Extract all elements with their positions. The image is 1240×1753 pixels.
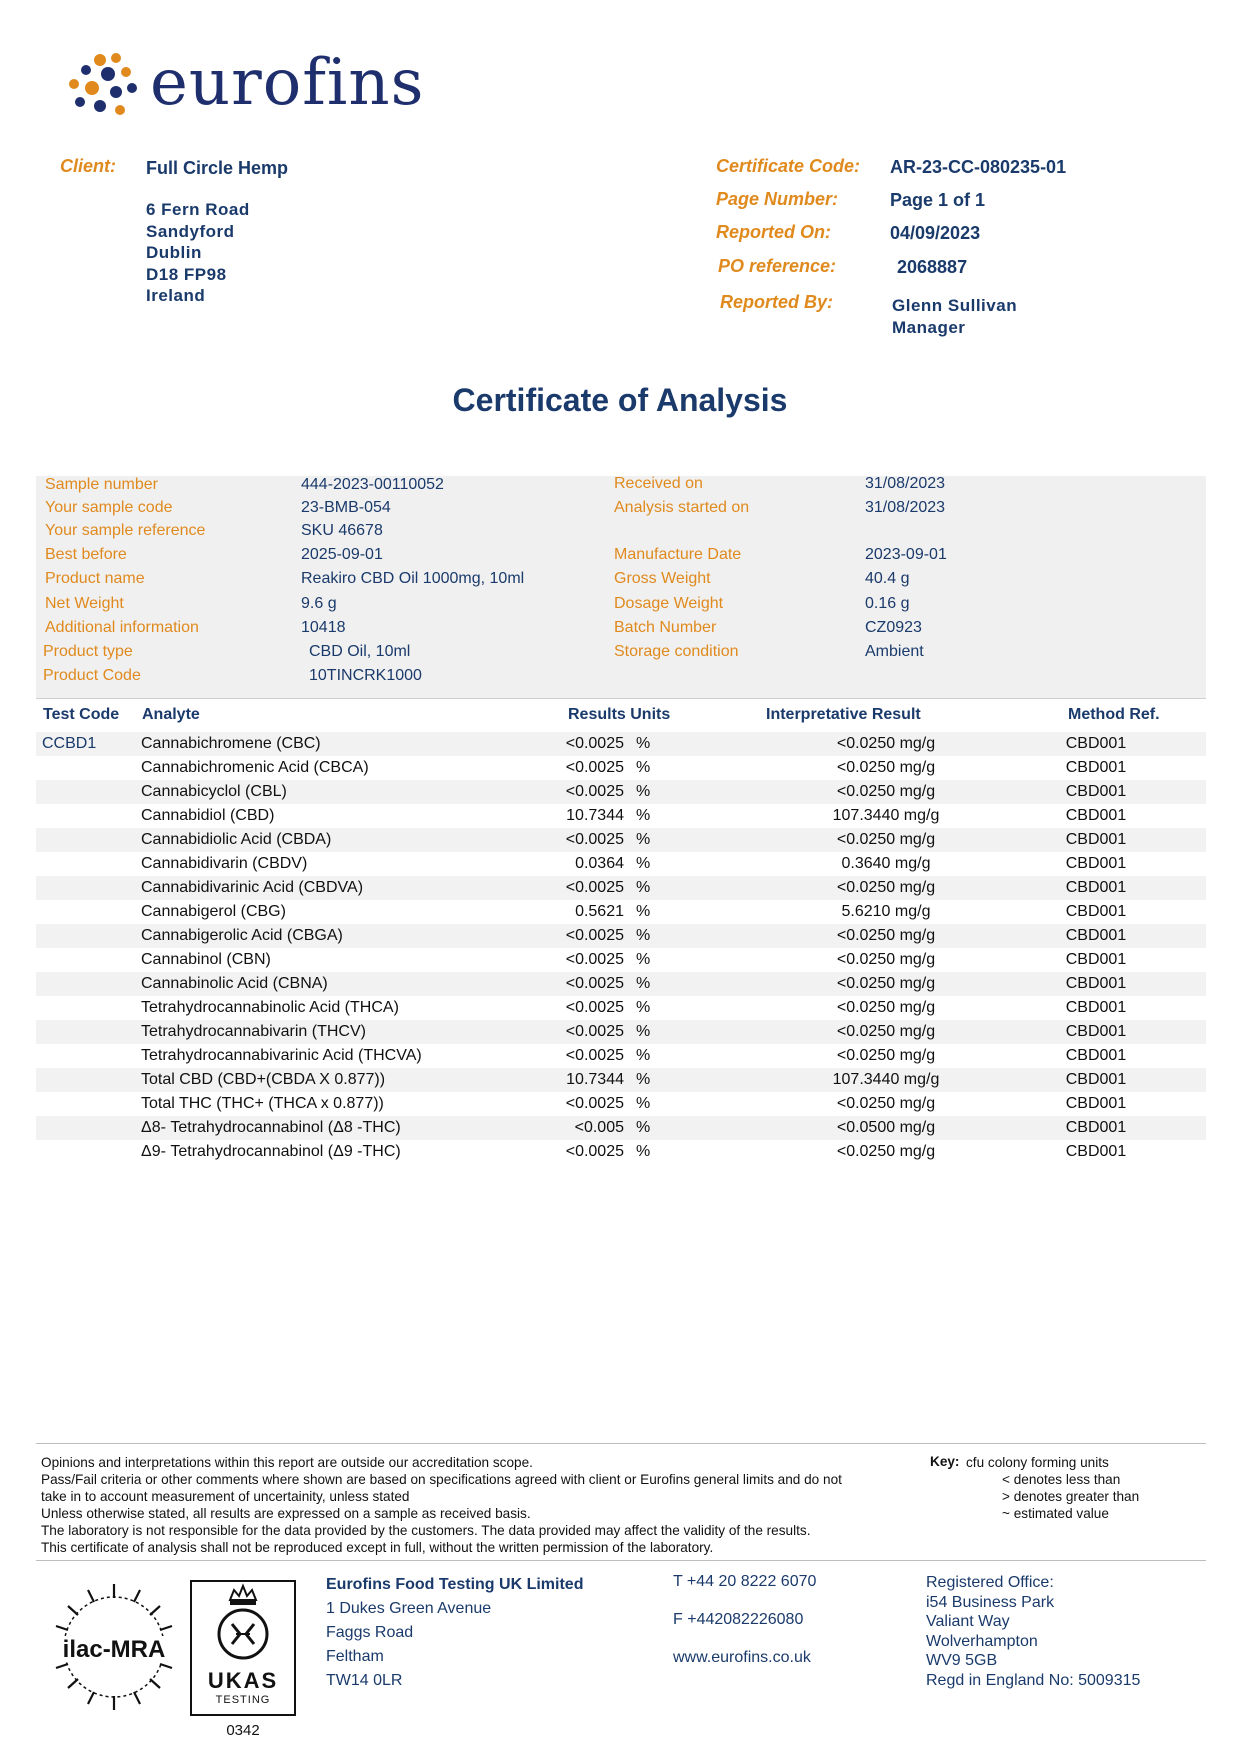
- result: <0.0025: [565, 1023, 624, 1040]
- reported-by: [892, 295, 1017, 338]
- analyte: Cannabichromenic Acid (CBCA): [141, 759, 369, 776]
- unit: %: [636, 855, 651, 872]
- sample-label: Storage condition: [614, 643, 739, 660]
- contact-block: [673, 1573, 816, 1667]
- sample-label: Batch Number: [614, 619, 717, 636]
- sample-label: Gross Weight: [614, 570, 711, 587]
- reported-by-name: Glenn Sullivan: [892, 296, 1018, 315]
- key-item: > denotes greater than: [1002, 1489, 1140, 1504]
- registered-line: Valiant Way: [926, 1613, 1010, 1630]
- result: <0.0025: [565, 927, 624, 944]
- table-row: [36, 1092, 1206, 1116]
- address-line: 6 Fern Road: [146, 200, 250, 219]
- interpretative-result: <0.0250 mg/g: [836, 1095, 936, 1112]
- unit: %: [636, 783, 651, 800]
- table-row: [36, 1068, 1206, 1092]
- result: <0.005: [574, 1119, 624, 1136]
- ukas-testing-text: TESTING: [215, 1694, 271, 1706]
- sample-value: 23-BMB-054: [301, 499, 391, 516]
- note-line: Opinions and interpretations within this report are outside our accreditation scope.: [41, 1455, 533, 1470]
- lab-address-block: [326, 1573, 583, 1693]
- interpretative-result: <0.0250 mg/g: [836, 831, 936, 848]
- result: 0.5621: [575, 903, 624, 920]
- header-analyte: Analyte: [142, 706, 200, 723]
- analyte: Cannabicyclol (CBL): [141, 783, 287, 800]
- ukas-crown-icon: [192, 1582, 294, 1666]
- sample-label: Sample number: [45, 476, 158, 493]
- sample-label: Manufacture Date: [614, 546, 742, 563]
- unit: %: [636, 879, 651, 896]
- result: <0.0025: [565, 831, 624, 848]
- analyte: Cannabigerolic Acid (CBGA): [141, 927, 343, 944]
- table-row: [36, 876, 1206, 900]
- interpretative-result: 107.3440 mg/g: [832, 1071, 940, 1088]
- lab-name: Eurofins Food Testing UK Limited: [326, 1576, 584, 1593]
- sample-label: Analysis started on: [614, 499, 750, 516]
- method-ref: CBD001: [1065, 855, 1127, 872]
- footer-divider-top: [36, 1443, 1206, 1444]
- unit: %: [636, 975, 651, 992]
- sample-value: 31/08/2023: [865, 475, 946, 492]
- registered-line: Regd in England No: 5009315: [926, 1671, 1141, 1689]
- analyte: Cannabigerol (CBG): [141, 903, 286, 920]
- ukas-mark: [190, 1580, 296, 1716]
- table-row: [36, 1044, 1206, 1068]
- ilac-mra-text: ilac-MRA: [62, 1636, 166, 1663]
- sample-label: Product type: [43, 643, 133, 660]
- registered-line: i54 Business Park: [926, 1593, 1055, 1611]
- note-line: The laboratory is not responsible for the data provided by the customers. The data provided may affect the validity of the results.: [41, 1523, 811, 1538]
- method-ref: CBD001: [1065, 735, 1127, 752]
- result: <0.0025: [565, 951, 624, 968]
- method-ref: CBD001: [1065, 975, 1127, 992]
- result: 10.7344: [566, 807, 624, 824]
- unit: %: [636, 1071, 651, 1088]
- client-address: [146, 199, 250, 307]
- reported-on: 04/09/2023: [890, 223, 981, 243]
- table-row: [36, 756, 1206, 780]
- header-method-ref: Method Ref.: [1068, 706, 1160, 723]
- page-title: Certificate of Analysis: [452, 382, 788, 418]
- sample-label: Dosage Weight: [614, 595, 724, 612]
- analyte: Cannabidiol (CBD): [141, 807, 275, 824]
- eurofins-dots-logo-icon: [66, 52, 146, 122]
- interpretative-result: <0.0250 mg/g: [836, 759, 936, 776]
- sample-label: Product name: [45, 570, 145, 587]
- address-line: Sandyford: [146, 221, 235, 241]
- unit: %: [636, 1119, 651, 1136]
- ilac-mra-seal-icon: [44, 1580, 184, 1714]
- table-row: [36, 732, 1206, 756]
- interpretative-result: <0.0250 mg/g: [836, 1143, 936, 1160]
- table-row: [36, 924, 1206, 948]
- sample-label: Product Code: [43, 667, 141, 684]
- table-row: [36, 1116, 1206, 1140]
- footer-divider-bottom: [36, 1560, 1206, 1561]
- sample-label: Additional information: [45, 619, 199, 636]
- sample-label: Your sample reference: [45, 522, 206, 539]
- page-number: Page 1 of 1: [890, 190, 986, 210]
- method-ref: CBD001: [1065, 807, 1127, 824]
- analyte: Cannabichromene (CBC): [141, 735, 321, 752]
- method-ref: CBD001: [1065, 879, 1127, 896]
- page-number-label: Page Number:: [716, 189, 839, 209]
- unit: %: [636, 831, 651, 848]
- eurofins-logo: [66, 46, 425, 122]
- ukas-text: UKAS: [207, 1668, 279, 1693]
- table-row: [36, 900, 1206, 924]
- interpretative-result: <0.0500 mg/g: [836, 1119, 936, 1136]
- table-row: [36, 1020, 1206, 1044]
- registered-line: Wolverhampton: [926, 1632, 1038, 1650]
- interpretative-result: 0.3640 mg/g: [841, 855, 931, 872]
- method-ref: CBD001: [1065, 1023, 1127, 1040]
- lab-address-line: Faggs Road: [326, 1624, 414, 1641]
- method-ref: CBD001: [1065, 1095, 1127, 1112]
- table-row: [36, 852, 1206, 876]
- note-line: This certificate of analysis shall not be reproduced except in full, without the written permission of the laboratory.: [41, 1540, 714, 1555]
- test-code: CCBD1: [42, 735, 97, 752]
- sample-value: Reakiro CBD Oil 1000mg, 10ml: [301, 570, 525, 587]
- unit: %: [636, 999, 651, 1016]
- sample-label: Net Weight: [45, 595, 124, 612]
- method-ref: CBD001: [1065, 927, 1127, 944]
- sample-label: Received on: [614, 475, 703, 492]
- sample-value: CZ0923: [865, 619, 922, 636]
- registered-line: Registered Office:: [926, 1574, 1054, 1591]
- sample-value: 9.6 g: [301, 595, 337, 612]
- result: <0.0025: [565, 1143, 624, 1160]
- sample-value: 10418: [301, 619, 346, 636]
- method-ref: CBD001: [1065, 831, 1127, 848]
- unit: %: [636, 951, 651, 968]
- fax-number: F +442082226080: [673, 1611, 804, 1628]
- analyte: Total THC (THC+ (THCA x 0.877)): [141, 1095, 384, 1112]
- table-row: [36, 948, 1206, 972]
- unit: %: [636, 1023, 651, 1040]
- unit: %: [636, 807, 651, 824]
- analyte: Tetrahydrocannabinolic Acid (THCA): [141, 999, 399, 1016]
- footer-notes: [41, 1454, 921, 1556]
- header-results-units: Results Units: [568, 706, 671, 723]
- reported-on-label: Reported On:: [716, 222, 831, 242]
- analyte: Cannabidivarinic Acid (CBDVA): [141, 879, 364, 896]
- method-ref: CBD001: [1065, 759, 1127, 776]
- interpretative-result: <0.0250 mg/g: [836, 999, 936, 1016]
- result: <0.0025: [565, 975, 624, 992]
- analyte: Tetrahydrocannabivarin (THCV): [141, 1023, 366, 1040]
- registered-line: WV9 5GB: [926, 1652, 998, 1669]
- brand-name: eurofins: [150, 46, 425, 120]
- key-label: Key:: [930, 1454, 960, 1469]
- sample-value: 40.4 g: [865, 570, 910, 587]
- interpretative-result: <0.0250 mg/g: [836, 783, 936, 800]
- address-line: Ireland: [146, 286, 206, 305]
- interpretative-result: <0.0250 mg/g: [836, 1023, 936, 1040]
- result: <0.0025: [565, 735, 624, 752]
- header-test-code: Test Code: [43, 706, 120, 723]
- sample-label: Your sample code: [45, 499, 173, 516]
- unit: %: [636, 1095, 651, 1112]
- note-line: take in to account measurement of uncertainity, unless stated: [41, 1489, 410, 1504]
- analyte: Tetrahydrocannabivarinic Acid (THCVA): [141, 1047, 422, 1064]
- result: 10.7344: [566, 1071, 624, 1088]
- po-reference: 2068887: [897, 257, 968, 277]
- sample-value: 2025-09-01: [301, 546, 383, 563]
- interpretative-result: 5.6210 mg/g: [841, 903, 931, 920]
- interpretative-result: <0.0250 mg/g: [836, 735, 936, 752]
- table-row: [36, 996, 1206, 1020]
- sample-value: Ambient: [865, 643, 924, 660]
- ilac-mra-seal: [44, 1580, 184, 1714]
- method-ref: CBD001: [1065, 1071, 1127, 1088]
- certificate-code-label: Certificate Code:: [716, 156, 861, 176]
- lab-address-line: Feltham: [326, 1648, 384, 1665]
- unit: %: [636, 759, 651, 776]
- sample-value: CBD Oil, 10ml: [309, 643, 411, 660]
- method-ref: CBD001: [1065, 951, 1127, 968]
- sample-label: Best before: [45, 546, 127, 563]
- note-line: Pass/Fail criteria or other comments where shown are based on specifications agreed with client or Eurofins general limits and do not: [41, 1472, 842, 1487]
- result: <0.0025: [565, 999, 624, 1016]
- sample-value: 0.16 g: [865, 595, 910, 612]
- sample-value: 31/08/2023: [865, 499, 946, 516]
- interpretative-result: <0.0250 mg/g: [836, 879, 936, 896]
- registered-office-block: [926, 1573, 1140, 1690]
- reported-by-label: Reported By:: [720, 292, 834, 312]
- result: <0.0025: [565, 1095, 624, 1112]
- table-row: [36, 780, 1206, 804]
- method-ref: CBD001: [1065, 1119, 1127, 1136]
- analyte: Cannabidiolic Acid (CBDA): [141, 831, 332, 848]
- unit: %: [636, 903, 651, 920]
- analyte: Cannabinol (CBN): [141, 951, 271, 968]
- po-reference-label: PO reference:: [718, 256, 837, 276]
- client-label: Client:: [60, 156, 116, 176]
- unit: %: [636, 1047, 651, 1064]
- analyte: Δ9- Tetrahydrocannabinol (Δ9 -THC): [141, 1143, 401, 1160]
- key-item: ~ estimated value: [1002, 1506, 1109, 1521]
- website-link[interactable]: www.eurofins.co.uk: [673, 1649, 811, 1666]
- key-item: cfu colony forming units: [966, 1455, 1109, 1470]
- analyte: Total CBD (CBD+(CBDA X 0.877)): [141, 1071, 386, 1088]
- reported-by-role: Manager: [892, 317, 966, 337]
- key-list: [966, 1454, 1139, 1522]
- interpretative-result: <0.0250 mg/g: [836, 927, 936, 944]
- key-item: < denotes less than: [1002, 1472, 1121, 1487]
- unit: %: [636, 927, 651, 944]
- table-row: [36, 972, 1206, 996]
- address-line: D18 FP98: [146, 264, 227, 284]
- client-name: Full Circle Hemp: [146, 158, 289, 178]
- lab-address-line: TW14 0LR: [326, 1672, 403, 1689]
- header-interpretative-result: Interpretative Result: [766, 706, 921, 723]
- method-ref: CBD001: [1065, 903, 1127, 920]
- note-line: Unless otherwise stated, all results are expressed on a sample as received basis.: [41, 1506, 531, 1521]
- lab-address-line: 1 Dukes Green Avenue: [326, 1600, 492, 1617]
- ukas-number: 0342: [226, 1722, 260, 1739]
- method-ref: CBD001: [1065, 1143, 1127, 1160]
- interpretative-result: <0.0250 mg/g: [836, 1047, 936, 1064]
- address-line: Dublin: [146, 243, 202, 262]
- certificate-code: AR-23-CC-080235-01: [890, 157, 1067, 177]
- sample-value: 444-2023-00110052: [301, 476, 444, 493]
- result: <0.0025: [565, 783, 624, 800]
- result: <0.0025: [565, 1047, 624, 1064]
- analyte: Cannabinolic Acid (CBNA): [141, 975, 328, 992]
- method-ref: CBD001: [1065, 783, 1127, 800]
- table-row: [36, 1140, 1206, 1164]
- interpretative-result: <0.0250 mg/g: [836, 951, 936, 968]
- sample-info-panel: [36, 476, 1206, 699]
- result: <0.0025: [565, 879, 624, 896]
- analyte: Δ8- Tetrahydrocannabinol (Δ8 -THC): [141, 1119, 401, 1136]
- interpretative-result: <0.0250 mg/g: [836, 975, 936, 992]
- sample-value: SKU 46678: [301, 522, 383, 539]
- sample-value: 10TINCRK1000: [309, 667, 422, 684]
- table-row: [36, 804, 1206, 828]
- unit: %: [636, 735, 651, 752]
- sample-value: 2023-09-01: [865, 546, 947, 563]
- interpretative-result: 107.3440 mg/g: [832, 807, 940, 824]
- unit: %: [636, 1143, 651, 1160]
- method-ref: CBD001: [1065, 1047, 1127, 1064]
- result: 0.0364: [575, 855, 624, 872]
- table-row: [36, 828, 1206, 852]
- phone-number: T +44 20 8222 6070: [673, 1573, 817, 1590]
- analyte: Cannabidivarin (CBDV): [141, 855, 308, 872]
- method-ref: CBD001: [1065, 999, 1127, 1016]
- result: <0.0025: [565, 759, 624, 776]
